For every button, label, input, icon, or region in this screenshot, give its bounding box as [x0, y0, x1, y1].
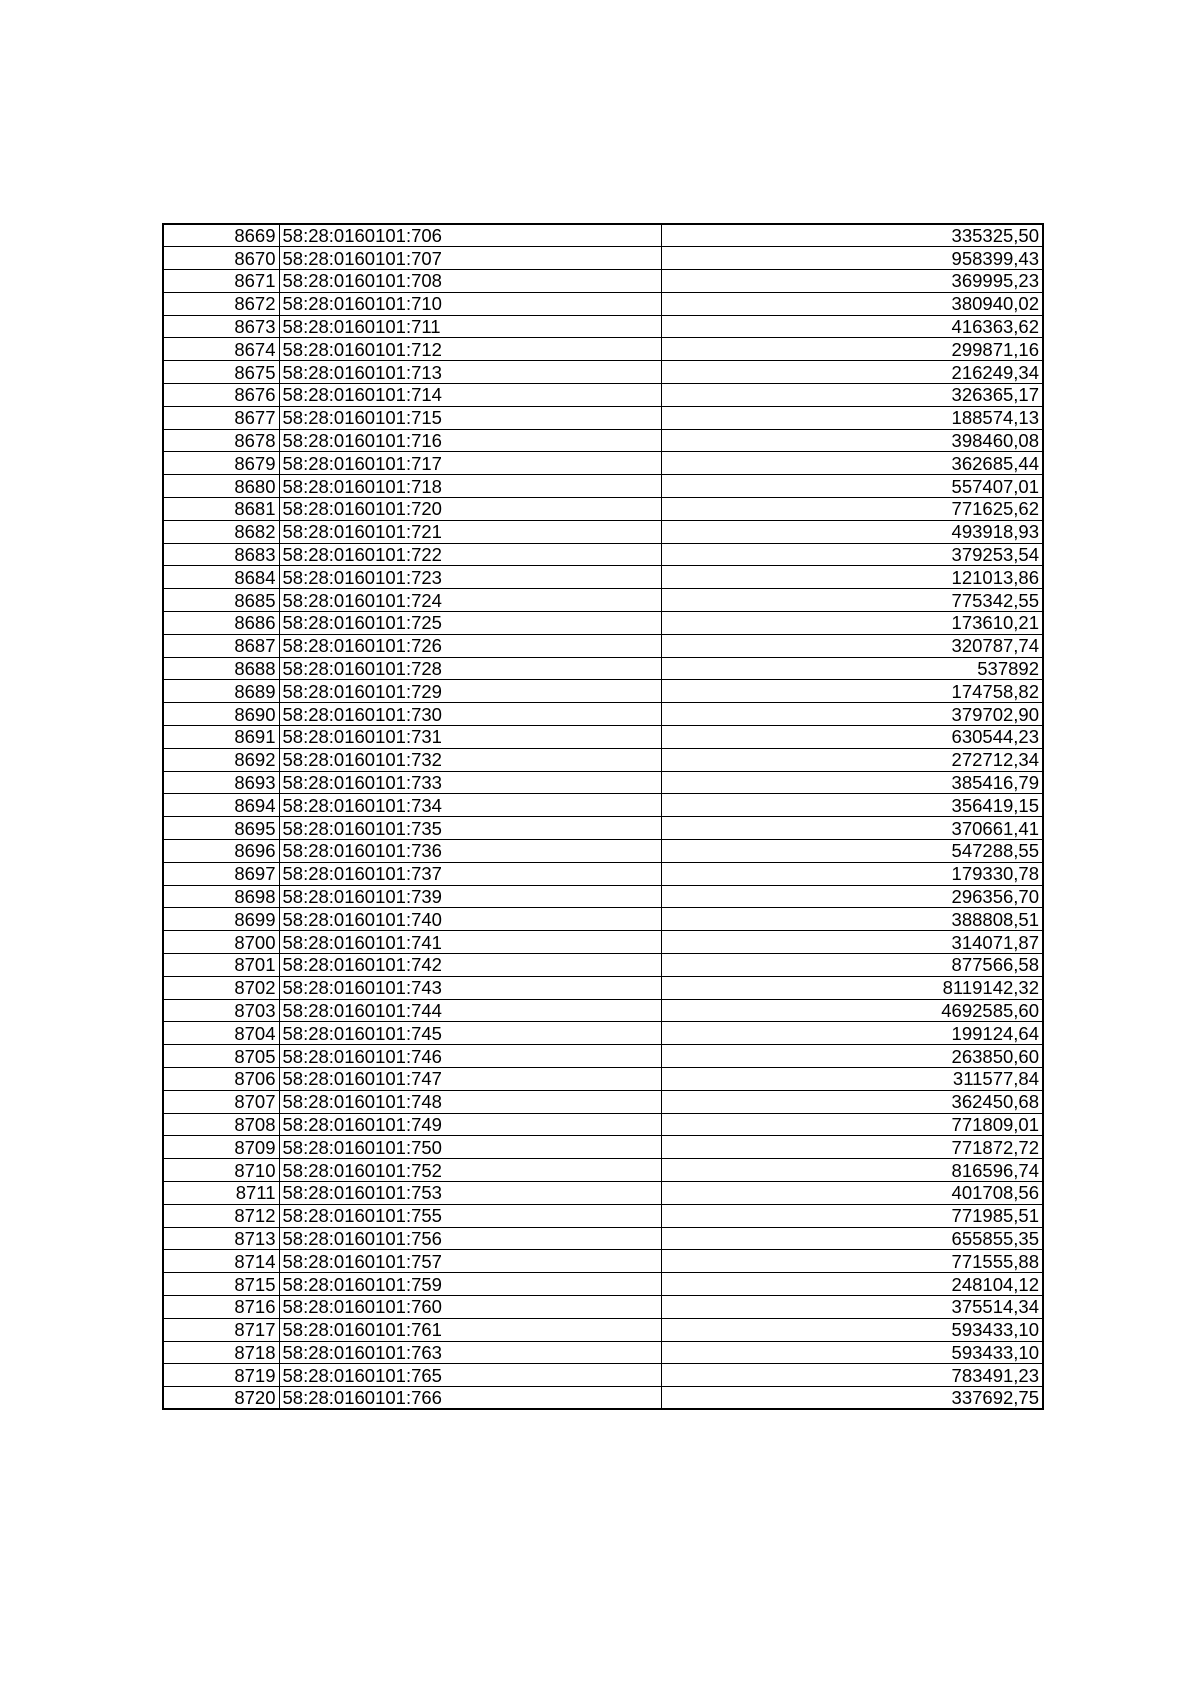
table-row	[163, 1295, 1043, 1318]
value-cell: 379253,54	[661, 543, 1043, 566]
table-row	[163, 726, 1043, 749]
value-cell: 593433,10	[661, 1318, 1043, 1341]
value-cell: 593433,10	[661, 1341, 1043, 1364]
value-cell: 771985,51	[661, 1204, 1043, 1227]
row-number-cell: 8687	[163, 634, 279, 657]
cadastral-number-cell: 58:28:0160101:745	[279, 1022, 661, 1045]
table-row	[163, 1113, 1043, 1136]
value-cell: 337692,75	[661, 1387, 1043, 1410]
row-number-cell: 8717	[163, 1318, 279, 1341]
value-cell: 320787,74	[661, 634, 1043, 657]
value-cell: 398460,08	[661, 429, 1043, 452]
value-cell: 771625,62	[661, 498, 1043, 521]
cadastral-number-cell: 58:28:0160101:739	[279, 885, 661, 908]
cadastral-number-cell: 58:28:0160101:736	[279, 840, 661, 863]
table-row	[163, 520, 1043, 543]
row-number-cell: 8693	[163, 771, 279, 794]
value-cell: 416363,62	[661, 315, 1043, 338]
table-row	[163, 1341, 1043, 1364]
cadastral-number-cell: 58:28:0160101:753	[279, 1181, 661, 1204]
table-row	[163, 566, 1043, 589]
row-number-cell: 8718	[163, 1341, 279, 1364]
table-row	[163, 1364, 1043, 1387]
table-body	[163, 224, 1043, 1409]
cadastral-number-cell: 58:28:0160101:733	[279, 771, 661, 794]
row-number-cell: 8715	[163, 1273, 279, 1296]
cadastral-number-cell: 58:28:0160101:731	[279, 726, 661, 749]
cadastral-number-cell: 58:28:0160101:716	[279, 429, 661, 452]
row-number-cell: 8691	[163, 726, 279, 749]
cadastral-number-cell: 58:28:0160101:714	[279, 384, 661, 407]
value-cell: 537892	[661, 657, 1043, 680]
table-row	[163, 1273, 1043, 1296]
table-row	[163, 954, 1043, 977]
value-cell: 369995,23	[661, 270, 1043, 293]
row-number-cell: 8714	[163, 1250, 279, 1273]
table-row	[163, 1318, 1043, 1341]
row-number-cell: 8703	[163, 999, 279, 1022]
value-cell: 877566,58	[661, 954, 1043, 977]
table-row	[163, 840, 1043, 863]
value-cell: 816596,74	[661, 1159, 1043, 1182]
value-cell: 362450,68	[661, 1090, 1043, 1113]
cadastral-number-cell: 58:28:0160101:730	[279, 703, 661, 726]
table-row	[163, 1136, 1043, 1159]
value-cell: 771872,72	[661, 1136, 1043, 1159]
row-number-cell: 8712	[163, 1204, 279, 1227]
cadastral-number-cell: 58:28:0160101:752	[279, 1159, 661, 1182]
cadastral-value-table	[162, 223, 1044, 1410]
cadastral-number-cell: 58:28:0160101:757	[279, 1250, 661, 1273]
cadastral-number-cell: 58:28:0160101:737	[279, 862, 661, 885]
row-number-cell: 8681	[163, 498, 279, 521]
table-row	[163, 908, 1043, 931]
value-cell: 216249,34	[661, 361, 1043, 384]
row-number-cell: 8676	[163, 384, 279, 407]
row-number-cell: 8686	[163, 612, 279, 635]
row-number-cell: 8671	[163, 270, 279, 293]
row-number-cell: 8689	[163, 680, 279, 703]
value-cell: 311577,84	[661, 1067, 1043, 1090]
cadastral-number-cell: 58:28:0160101:750	[279, 1136, 661, 1159]
table-row	[163, 634, 1043, 657]
row-number-cell: 8683	[163, 543, 279, 566]
table-row	[163, 817, 1043, 840]
row-number-cell: 8694	[163, 794, 279, 817]
table-row	[163, 1090, 1043, 1113]
cadastral-number-cell: 58:28:0160101:711	[279, 315, 661, 338]
row-number-cell: 8700	[163, 931, 279, 954]
row-number-cell: 8701	[163, 954, 279, 977]
table-row	[163, 315, 1043, 338]
row-number-cell: 8675	[163, 361, 279, 384]
value-cell: 263850,60	[661, 1045, 1043, 1068]
value-cell: 958399,43	[661, 247, 1043, 270]
row-number-cell: 8680	[163, 475, 279, 498]
table-row	[163, 703, 1043, 726]
cadastral-number-cell: 58:28:0160101:761	[279, 1318, 661, 1341]
table-row	[163, 498, 1043, 521]
row-number-cell: 8690	[163, 703, 279, 726]
cadastral-number-cell: 58:28:0160101:708	[279, 270, 661, 293]
cadastral-number-cell: 58:28:0160101:743	[279, 976, 661, 999]
table-row	[163, 1159, 1043, 1182]
row-number-cell: 8711	[163, 1181, 279, 1204]
row-number-cell: 8677	[163, 406, 279, 429]
table-row	[163, 406, 1043, 429]
cadastral-number-cell: 58:28:0160101:706	[279, 224, 661, 247]
value-cell: 557407,01	[661, 475, 1043, 498]
table-row	[163, 1022, 1043, 1045]
cadastral-number-cell: 58:28:0160101:735	[279, 817, 661, 840]
row-number-cell: 8688	[163, 657, 279, 680]
value-cell: 771555,88	[661, 1250, 1043, 1273]
cadastral-number-cell: 58:28:0160101:725	[279, 612, 661, 635]
table-row	[163, 976, 1043, 999]
value-cell: 248104,12	[661, 1273, 1043, 1296]
row-number-cell: 8704	[163, 1022, 279, 1045]
row-number-cell: 8684	[163, 566, 279, 589]
row-number-cell: 8713	[163, 1227, 279, 1250]
table-row	[163, 680, 1043, 703]
value-cell: 388808,51	[661, 908, 1043, 931]
table-row	[163, 885, 1043, 908]
row-number-cell: 8696	[163, 840, 279, 863]
table-row	[163, 1387, 1043, 1410]
table-row	[163, 1204, 1043, 1227]
cadastral-number-cell: 58:28:0160101:712	[279, 338, 661, 361]
value-cell: 299871,16	[661, 338, 1043, 361]
value-cell: 179330,78	[661, 862, 1043, 885]
cadastral-number-cell: 58:28:0160101:759	[279, 1273, 661, 1296]
row-number-cell: 8679	[163, 452, 279, 475]
value-cell: 199124,64	[661, 1022, 1043, 1045]
row-number-cell: 8702	[163, 976, 279, 999]
row-number-cell: 8674	[163, 338, 279, 361]
cadastral-number-cell: 58:28:0160101:717	[279, 452, 661, 475]
cadastral-number-cell: 58:28:0160101:742	[279, 954, 661, 977]
cadastral-number-cell: 58:28:0160101:763	[279, 1341, 661, 1364]
table-row	[163, 361, 1043, 384]
cadastral-number-cell: 58:28:0160101:720	[279, 498, 661, 521]
value-cell: 174758,82	[661, 680, 1043, 703]
value-cell: 272712,34	[661, 748, 1043, 771]
table-row	[163, 1045, 1043, 1068]
row-number-cell: 8670	[163, 247, 279, 270]
table-row	[163, 1067, 1043, 1090]
value-cell: 771809,01	[661, 1113, 1043, 1136]
row-number-cell: 8669	[163, 224, 279, 247]
table-row	[163, 338, 1043, 361]
value-cell: 335325,50	[661, 224, 1043, 247]
row-number-cell: 8710	[163, 1159, 279, 1182]
value-cell: 326365,17	[661, 384, 1043, 407]
row-number-cell: 8685	[163, 589, 279, 612]
row-number-cell: 8719	[163, 1364, 279, 1387]
row-number-cell: 8692	[163, 748, 279, 771]
value-cell: 173610,21	[661, 612, 1043, 635]
value-cell: 370661,41	[661, 817, 1043, 840]
cadastral-number-cell: 58:28:0160101:741	[279, 931, 661, 954]
value-cell: 362685,44	[661, 452, 1043, 475]
cadastral-number-cell: 58:28:0160101:715	[279, 406, 661, 429]
value-cell: 775342,55	[661, 589, 1043, 612]
table-row	[163, 475, 1043, 498]
cadastral-number-cell: 58:28:0160101:760	[279, 1295, 661, 1318]
value-cell: 655855,35	[661, 1227, 1043, 1250]
value-cell: 356419,15	[661, 794, 1043, 817]
row-number-cell: 8695	[163, 817, 279, 840]
cadastral-number-cell: 58:28:0160101:746	[279, 1045, 661, 1068]
value-cell: 8119142,32	[661, 976, 1043, 999]
value-cell: 493918,93	[661, 520, 1043, 543]
value-cell: 375514,34	[661, 1295, 1043, 1318]
value-cell: 401708,56	[661, 1181, 1043, 1204]
value-cell: 296356,70	[661, 885, 1043, 908]
row-number-cell: 8706	[163, 1067, 279, 1090]
table-row	[163, 862, 1043, 885]
cadastral-number-cell: 58:28:0160101:755	[279, 1204, 661, 1227]
value-cell: 121013,86	[661, 566, 1043, 589]
cadastral-number-cell: 58:28:0160101:718	[279, 475, 661, 498]
table-row	[163, 794, 1043, 817]
row-number-cell: 8707	[163, 1090, 279, 1113]
row-number-cell: 8697	[163, 862, 279, 885]
row-number-cell: 8716	[163, 1295, 279, 1318]
table-row	[163, 589, 1043, 612]
row-number-cell: 8672	[163, 292, 279, 315]
cadastral-number-cell: 58:28:0160101:724	[279, 589, 661, 612]
cadastral-number-cell: 58:28:0160101:748	[279, 1090, 661, 1113]
cadastral-number-cell: 58:28:0160101:721	[279, 520, 661, 543]
row-number-cell: 8699	[163, 908, 279, 931]
cadastral-number-cell: 58:28:0160101:707	[279, 247, 661, 270]
cadastral-number-cell: 58:28:0160101:749	[279, 1113, 661, 1136]
row-number-cell: 8678	[163, 429, 279, 452]
table-row	[163, 657, 1043, 680]
cadastral-number-cell: 58:28:0160101:765	[279, 1364, 661, 1387]
table-row	[163, 1250, 1043, 1273]
row-number-cell: 8720	[163, 1387, 279, 1410]
table-row	[163, 384, 1043, 407]
table-row	[163, 1227, 1043, 1250]
table-row	[163, 612, 1043, 635]
table-row	[163, 771, 1043, 794]
value-cell: 4692585,60	[661, 999, 1043, 1022]
table-row	[163, 429, 1043, 452]
cadastral-number-cell: 58:28:0160101:747	[279, 1067, 661, 1090]
cadastral-number-cell: 58:28:0160101:740	[279, 908, 661, 931]
table-row	[163, 748, 1043, 771]
value-cell: 547288,55	[661, 840, 1043, 863]
value-cell: 314071,87	[661, 931, 1043, 954]
cadastral-number-cell: 58:28:0160101:756	[279, 1227, 661, 1250]
cadastral-number-cell: 58:28:0160101:726	[279, 634, 661, 657]
table-row	[163, 247, 1043, 270]
cadastral-number-cell: 58:28:0160101:710	[279, 292, 661, 315]
row-number-cell: 8705	[163, 1045, 279, 1068]
value-cell: 385416,79	[661, 771, 1043, 794]
cadastral-number-cell: 58:28:0160101:766	[279, 1387, 661, 1410]
table-row	[163, 452, 1043, 475]
table-row	[163, 1181, 1043, 1204]
cadastral-number-cell: 58:28:0160101:728	[279, 657, 661, 680]
table-row	[163, 270, 1043, 293]
cadastral-number-cell: 58:28:0160101:722	[279, 543, 661, 566]
row-number-cell: 8673	[163, 315, 279, 338]
cadastral-number-cell: 58:28:0160101:713	[279, 361, 661, 384]
cadastral-number-cell: 58:28:0160101:744	[279, 999, 661, 1022]
table-row	[163, 931, 1043, 954]
row-number-cell: 8708	[163, 1113, 279, 1136]
row-number-cell: 8709	[163, 1136, 279, 1159]
cadastral-number-cell: 58:28:0160101:723	[279, 566, 661, 589]
table-row	[163, 543, 1043, 566]
table-row	[163, 292, 1043, 315]
value-cell: 783491,23	[661, 1364, 1043, 1387]
table-row	[163, 224, 1043, 247]
cadastral-number-cell: 58:28:0160101:734	[279, 794, 661, 817]
value-cell: 380940,02	[661, 292, 1043, 315]
value-cell: 630544,23	[661, 726, 1043, 749]
value-cell: 379702,90	[661, 703, 1043, 726]
row-number-cell: 8682	[163, 520, 279, 543]
row-number-cell: 8698	[163, 885, 279, 908]
cadastral-number-cell: 58:28:0160101:729	[279, 680, 661, 703]
value-cell: 188574,13	[661, 406, 1043, 429]
table-row	[163, 999, 1043, 1022]
cadastral-number-cell: 58:28:0160101:732	[279, 748, 661, 771]
